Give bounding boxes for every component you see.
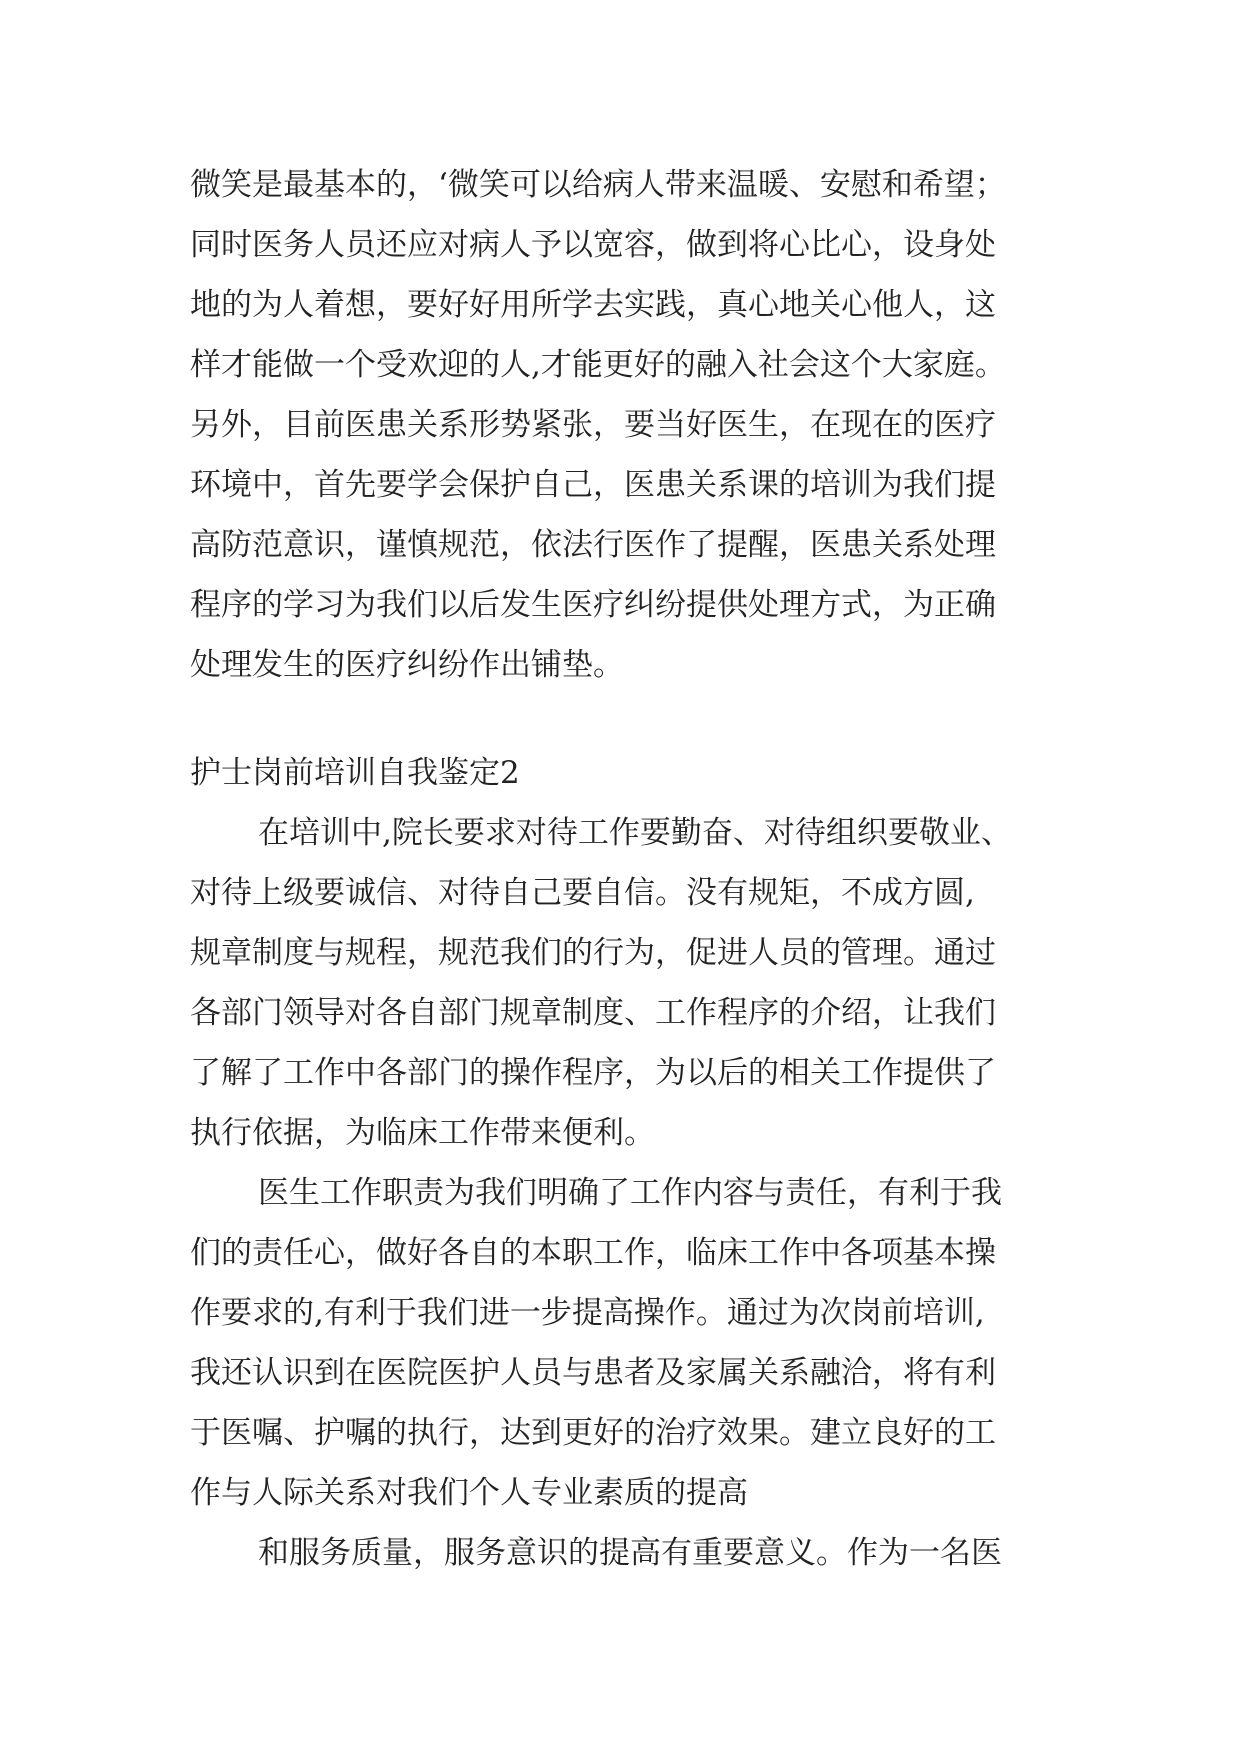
paragraph-first-line: 在培训中,院长要求对待工作要勤奋、对待组织要敬业、 bbox=[258, 815, 1012, 851]
text-line: 同时医务人员还应对病人予以宽容，做到将心比心，设身处 bbox=[190, 227, 996, 263]
text-line: 于医嘱、护嘱的执行，达到更好的治疗效果。建立良好的工 bbox=[190, 1415, 996, 1451]
paragraph-first-line: 医生工作职责为我们明确了工作内容与责任，有利于我 bbox=[258, 1175, 1002, 1211]
text-line: 地的为人着想，要好好用所学去实践，真心地关心他人，这 bbox=[190, 287, 996, 323]
text-line: 我还认识到在医院医护人员与患者及家属关系融洽，将有利 bbox=[190, 1355, 996, 1391]
text-line: 对待上级要诚信、对待自己要自信。没有规矩，不成方圆, bbox=[190, 875, 975, 911]
text-line: 另外，目前医患关系形势紧张，要当好医生，在现在的医疗 bbox=[190, 407, 996, 443]
text-line: 规章制度与规程，规范我们的行为，促进人员的管理。通过 bbox=[190, 935, 996, 971]
text-line: 执行依据，为临床工作带来便利。 bbox=[190, 1115, 655, 1151]
paragraph-first-line: 和服务质量，服务意识的提高有重要意义。作为一名医 bbox=[258, 1535, 1002, 1571]
text-line: 们的责任心，做好各自的本职工作，临床工作中各项基本操 bbox=[190, 1235, 996, 1271]
text-line: 微笑是最基本的，‘微笑可以给病人带来温暖、安慰和希望； bbox=[190, 167, 1006, 203]
text-line: 作要求的,有利于我们进一步提高操作。通过为次岗前培训, bbox=[190, 1295, 985, 1331]
text-line: 高防范意识，谨慎规范，依法行医作了提醒，医患关系处理 bbox=[190, 527, 996, 563]
text-line: 了解了工作中各部门的操作程序，为以后的相关工作提供了 bbox=[190, 1055, 996, 1091]
text-line: 环境中，首先要学会保护自己，医患关系课的培训为我们提 bbox=[190, 467, 996, 503]
text-line: 各部门领导对各自部门规章制度、工作程序的介绍，让我们 bbox=[190, 995, 996, 1031]
text-line: 程序的学习为我们以后发生医疗纠纷提供处理方式，为正确 bbox=[190, 587, 996, 623]
text-line: 样才能做一个受欢迎的人,才能更好的融入社会这个大家庭。 bbox=[190, 347, 1006, 383]
text-line: 处理发生的医疗纠纷作出铺垫。 bbox=[190, 647, 624, 683]
text-line: 作与人际关系对我们个人专业素质的提高 bbox=[190, 1475, 748, 1511]
section-title: 护士岗前培训自我鉴定2 bbox=[190, 755, 520, 791]
